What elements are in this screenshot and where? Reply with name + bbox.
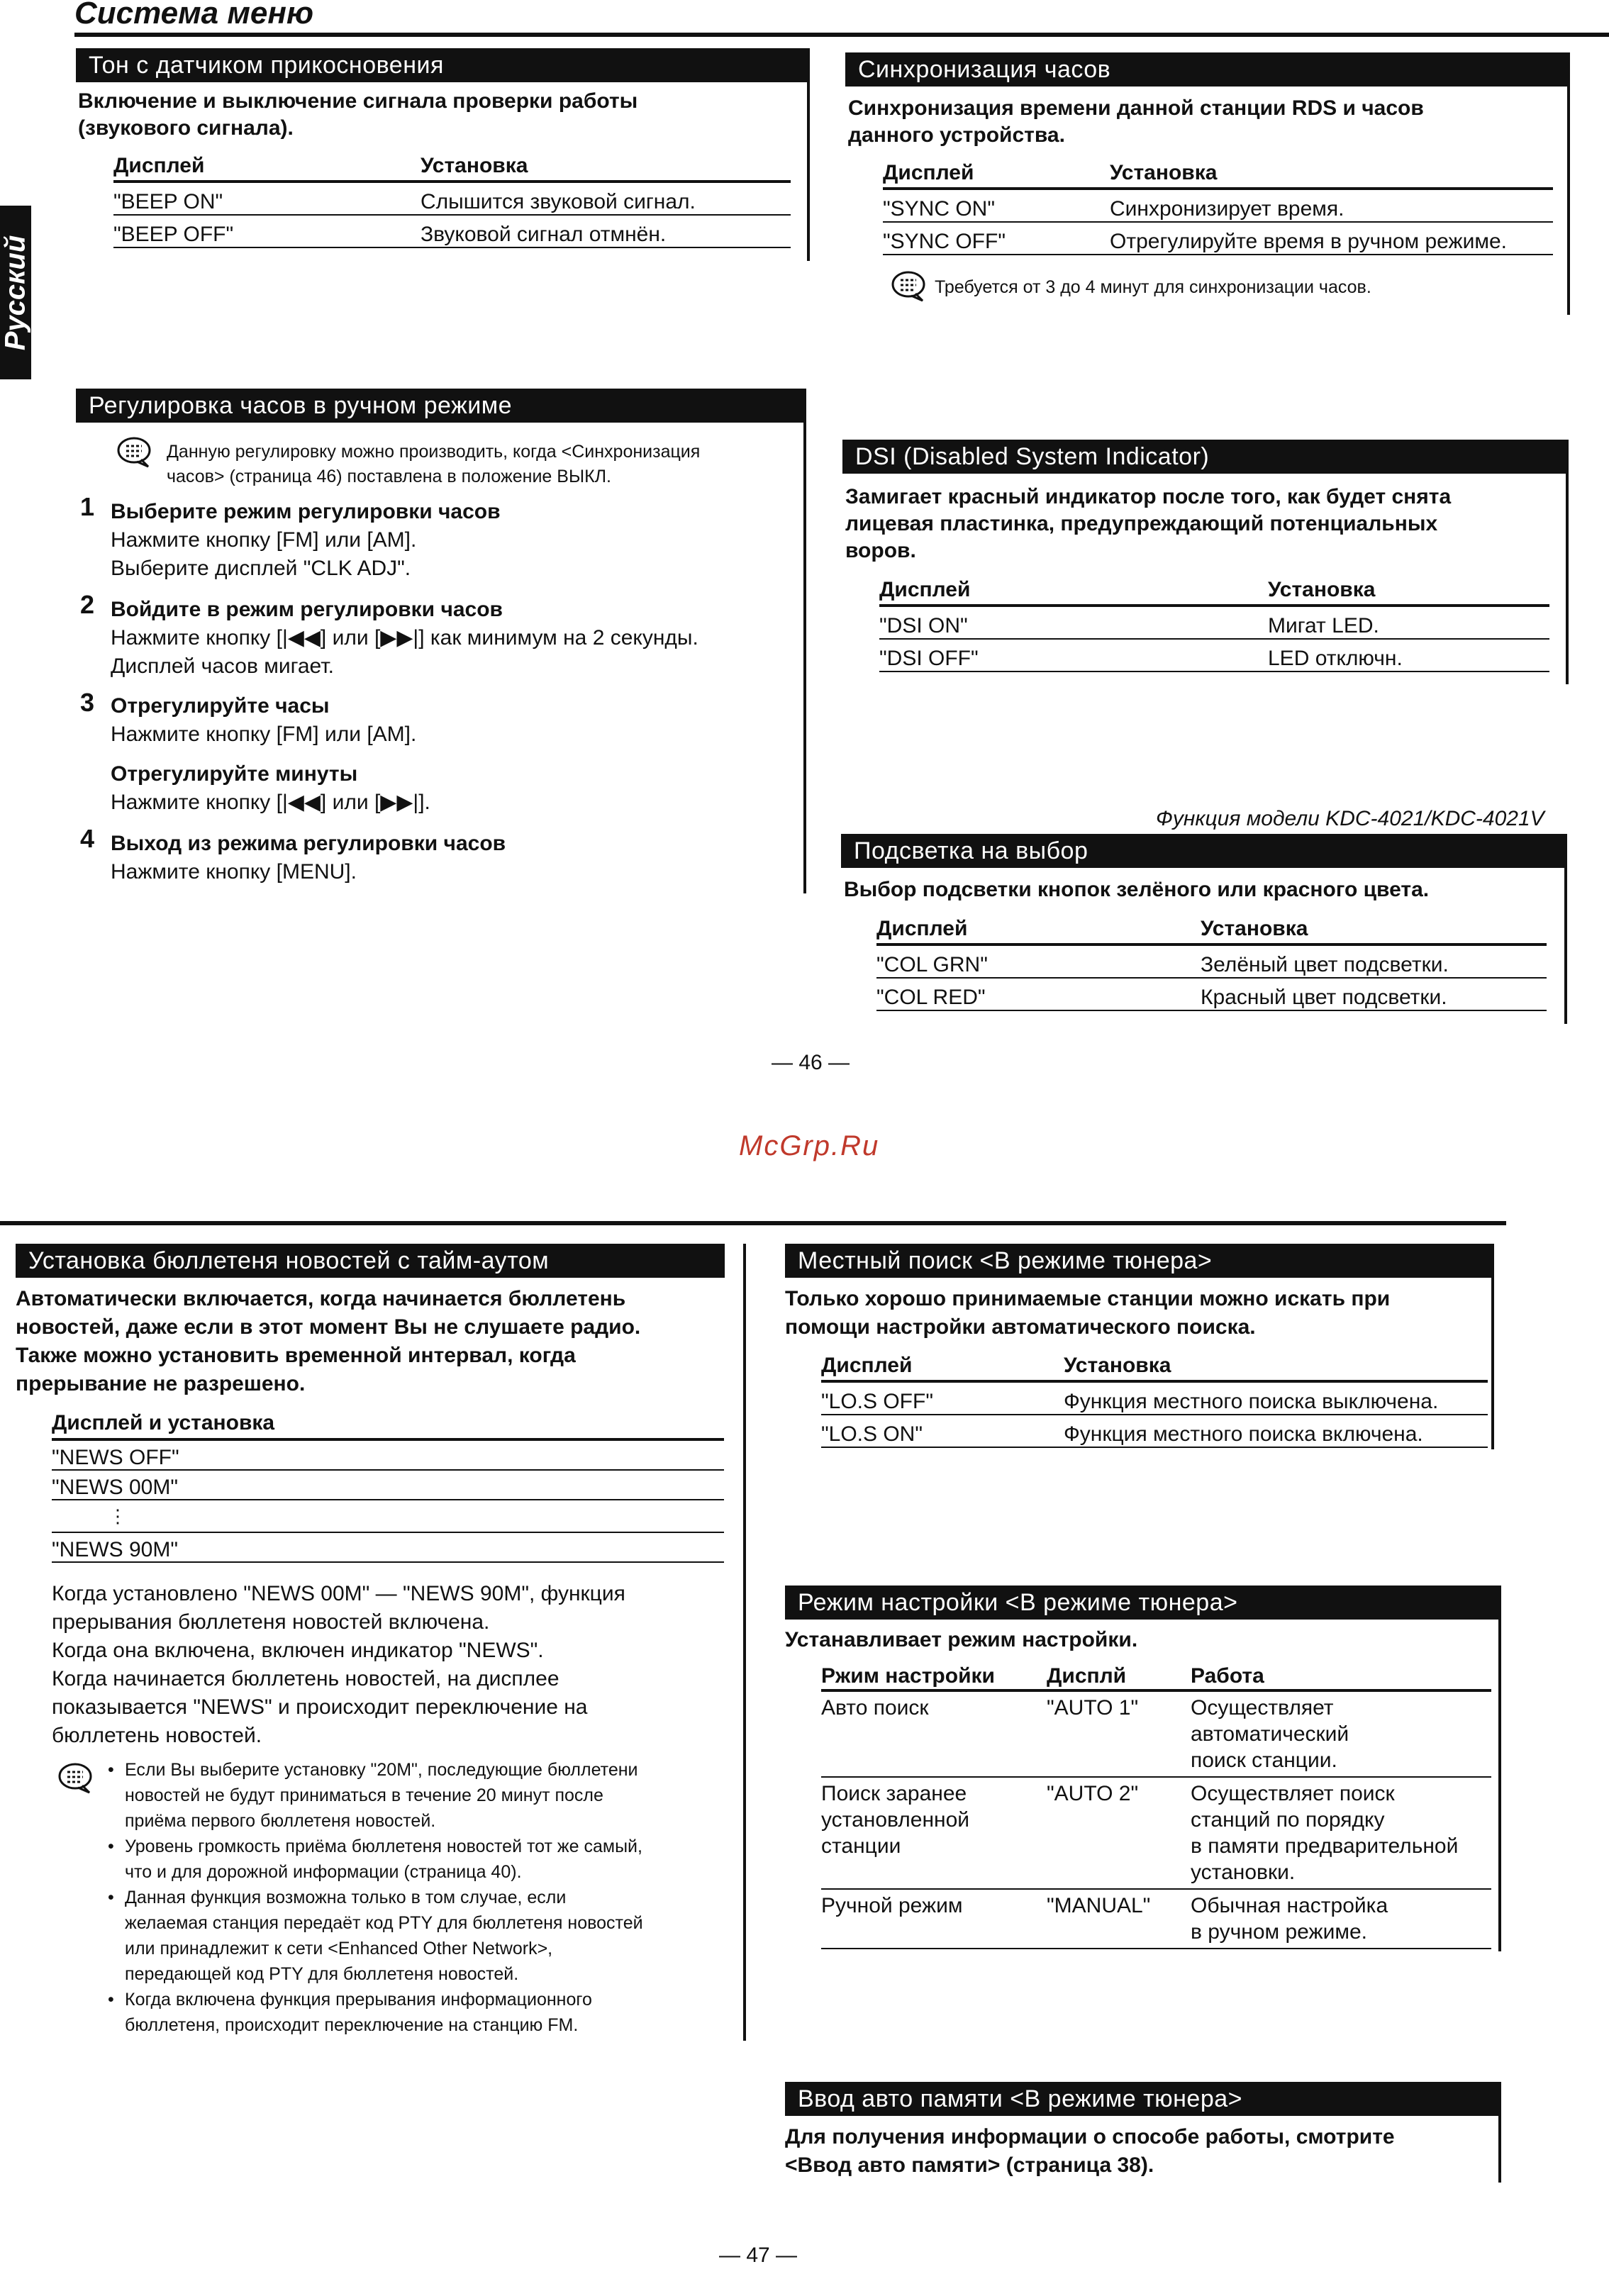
page-title: Система меню: [74, 0, 314, 30]
section-heading-clock: Регулировка часов в ручном режиме: [76, 389, 806, 423]
section-heading-illumination: Подсветка на выбор: [841, 834, 1567, 868]
step-number: 4: [80, 824, 95, 853]
list-item: • Когда включена функция прерывания информационного бюллетеня, происходит переключение на станцию FM.: [108, 1987, 739, 2038]
model-note: Функция модели KDC-4021/KDC-4021V: [1156, 807, 1544, 830]
page-number-47: — 47 —: [719, 2244, 798, 2267]
section-rule: [803, 389, 806, 893]
table-row: ⋮: [52, 1500, 724, 1533]
note-icon: [116, 435, 152, 472]
table-row: Ручной режим "MANUAL" Обычная настройка в ручном режиме.: [821, 1889, 1491, 1949]
step-number: 1: [80, 492, 95, 521]
news-intro: Автоматически включается, когда начинается бюллетень новостей, даже если в этот момент Вы не слушаете радио. Также можно установить временной интервал, когда прерывание не разрешено.: [16, 1287, 641, 1395]
list-item: • Если Вы выберите установку "20M", последующие бюллетени новостей не будут приниматься в течение 20 минут после приёма первого бюллетеня новостей.: [108, 1757, 739, 1834]
section-rule: [1566, 440, 1569, 684]
section-heading-local-seek: Местный поиск <В режиме тюнера>: [785, 1244, 1494, 1278]
table-row: "LO.S OFF" Функция местного поиска выключена.: [821, 1381, 1488, 1415]
dsi-table: Дисплей Установка "DSI ON" Мигат LED. "DSI OFF" LED отключн.: [879, 574, 1549, 672]
table-row: "NEWS 90M": [52, 1533, 724, 1563]
tuning-intro: Устанавливает режим настройки.: [785, 1628, 1138, 1651]
illum-intro: Выбор подсветки кнопок зелёного или красного цвета.: [844, 878, 1430, 901]
dsi-intro: Замигает красный индикатор после того, как будет снята лицевая пластинка, предупреждающий потенциальных воров.: [845, 485, 1452, 562]
table-row: "SYNC OFF" Отрегулируйте время в ручном режиме.: [883, 222, 1553, 255]
clock-step-3b: Отрегулируйте минуты Нажмите кнопку [|◀◀] или [▶▶|].: [111, 762, 430, 814]
note-icon: [890, 269, 927, 306]
section-heading-sync: Синхронизация часов: [845, 52, 1569, 87]
local-intro: Только хорошо принимаемые станции можно искать при помощи настройки автоматического поиска.: [785, 1287, 1391, 1339]
table-row: Поиск заранее установленной станции "AUTO 2" Осуществляет поиск станций по порядку в памяти предварительной установки.: [821, 1777, 1491, 1889]
illum-table: Дисплей Установка "COL GRN" Зелёный цвет подсветки. "COL RED" Красный цвет подсветки.: [876, 913, 1547, 1011]
sync-table: Дисплей Установка "SYNC ON" Синхронизирует время. "SYNC OFF" Отрегулируйте время в ручном режиме.: [883, 157, 1553, 255]
section-heading-dsi: DSI (Disabled System Indicator): [842, 440, 1567, 474]
section-heading-beep: Тон с датчиком прикосновения: [76, 48, 810, 82]
news-table: Дисплей и установка "NEWS OFF" "NEWS 00M" ⋮ "NEWS 90M": [52, 1411, 724, 1563]
step-number: 2: [80, 590, 95, 619]
watermark: McGrp.Ru: [739, 1130, 880, 1161]
list-item: • Уровень громкость приёма бюллетеня новостей тот же самый, что и для дорожной информации (страница 40).: [108, 1834, 739, 1885]
section-rule: [1564, 834, 1567, 1024]
automem-intro: Для получения информации о способе работы, смотрите <Ввод авто памяти> (страница 38).: [785, 2125, 1395, 2177]
section-rule: [807, 48, 810, 261]
table-row: "COL GRN" Зелёный цвет подсветки.: [876, 944, 1547, 978]
clock-step-2: Войдите в режим регулировки часов Нажмите кнопку [|◀◀] или [▶▶|] как минимум на 2 секунды. Дисплей часов мигает.: [111, 598, 698, 678]
page-rule: [0, 1221, 1506, 1225]
table-row: "SYNC ON" Синхронизирует время.: [883, 189, 1553, 222]
section-rule: [1498, 1586, 1501, 1951]
tuning-table: Ржим настройки Дисплй Работа Авто поиск "AUTO 1" Осуществляет автоматический поиск станции. Поиск заранее установленной станции "AUTO 2" Осуществляет поиск станций по порядку в памяти предварительной установки. Ручной режим "MANUAL" Обычная настройка в ручном режиме.: [821, 1659, 1491, 1949]
section-rule: [1567, 52, 1570, 315]
sync-note: Требуется от 3 до 4 минут для синхронизации часов.: [935, 277, 1371, 297]
list-item: • Данная функция возможна только в том случае, если желаемая станция передаёт код PTY для бюллетеня новостей или принадлежит к сети <Enhanced Other Network>, передающей код PTY для бюллетеня новостей.: [108, 1885, 739, 1987]
note-icon: [57, 1761, 94, 1798]
section-heading-auto-memory: Ввод авто памяти <В режиме тюнера>: [785, 2082, 1501, 2116]
section-rule: [743, 1244, 746, 2041]
table-row: "LO.S ON" Функция местного поиска включена.: [821, 1415, 1488, 1447]
table-row: "COL RED" Красный цвет подсветки.: [876, 978, 1547, 1010]
news-notes: [108, 1757, 739, 2038]
table-row: "DSI ON" Мигат LED.: [879, 606, 1549, 639]
section-heading-news: Установка бюллетеня новостей с тайм-аутом: [16, 1244, 725, 1278]
section-rule: [1498, 2082, 1501, 2183]
title-rule: [74, 33, 1609, 37]
clock-step-1: Выберите режим регулировки часов Нажмите кнопку [FM] или [AM]. Выберите дисплей "CLK ADJ".: [111, 500, 501, 580]
beep-intro: Включение и выключение сигнала проверки работы (звукового сигнала).: [78, 89, 638, 140]
clock-note: Данную регулировку можно производить, когда <Синхронизация часов> (страница 46) поставлена в положение ВЫКЛ.: [167, 442, 701, 486]
section-heading-tuning: Режим настройки <В режиме тюнера>: [785, 1586, 1501, 1620]
beep-table: Дисплей Установка "BEEP ON" Слышится звуковой сигнал. "BEEP OFF" Звуковой сигнал отмнён.: [113, 150, 791, 248]
table-row: "NEWS OFF": [52, 1441, 724, 1471]
sync-intro: Синхронизация времени данной станции RDS и часов данного устройства.: [848, 96, 1424, 147]
section-rule: [1491, 1244, 1494, 1449]
step-number: 3: [80, 688, 95, 717]
table-row: "BEEP ON" Слышится звуковой сигнал.: [113, 182, 791, 215]
clock-step-4: Выход из режима регулировки часов Нажмите кнопку [MENU].: [111, 832, 506, 884]
table-row: "NEWS 00M": [52, 1471, 724, 1500]
local-table: Дисплей Установка "LO.S OFF" Функция местного поиска выключена. "LO.S ON" Функция местного поиска включена.: [821, 1350, 1488, 1448]
clock-step-3: Отрегулируйте часы Нажмите кнопку [FM] или [AM].: [111, 694, 417, 746]
page-number-46: — 46 —: [772, 1051, 850, 1074]
table-row: "DSI OFF" LED отключн.: [879, 639, 1549, 671]
table-row: Авто поиск "AUTO 1" Осуществляет автоматический поиск станции.: [821, 1690, 1491, 1777]
table-row: "BEEP OFF" Звуковой сигнал отмнён.: [113, 215, 791, 247]
language-tab: Русский: [0, 206, 31, 379]
news-body: Когда установлено "NEWS 00M" — "NEWS 90M", функция прерывания бюллетеня новостей включена. Когда она включена, включен индикатор "NEWS". Когда начинается бюллетень новостей, на дисплее показывается "NEWS" и происходит переключение на бюллетень новостей.: [52, 1582, 625, 1747]
